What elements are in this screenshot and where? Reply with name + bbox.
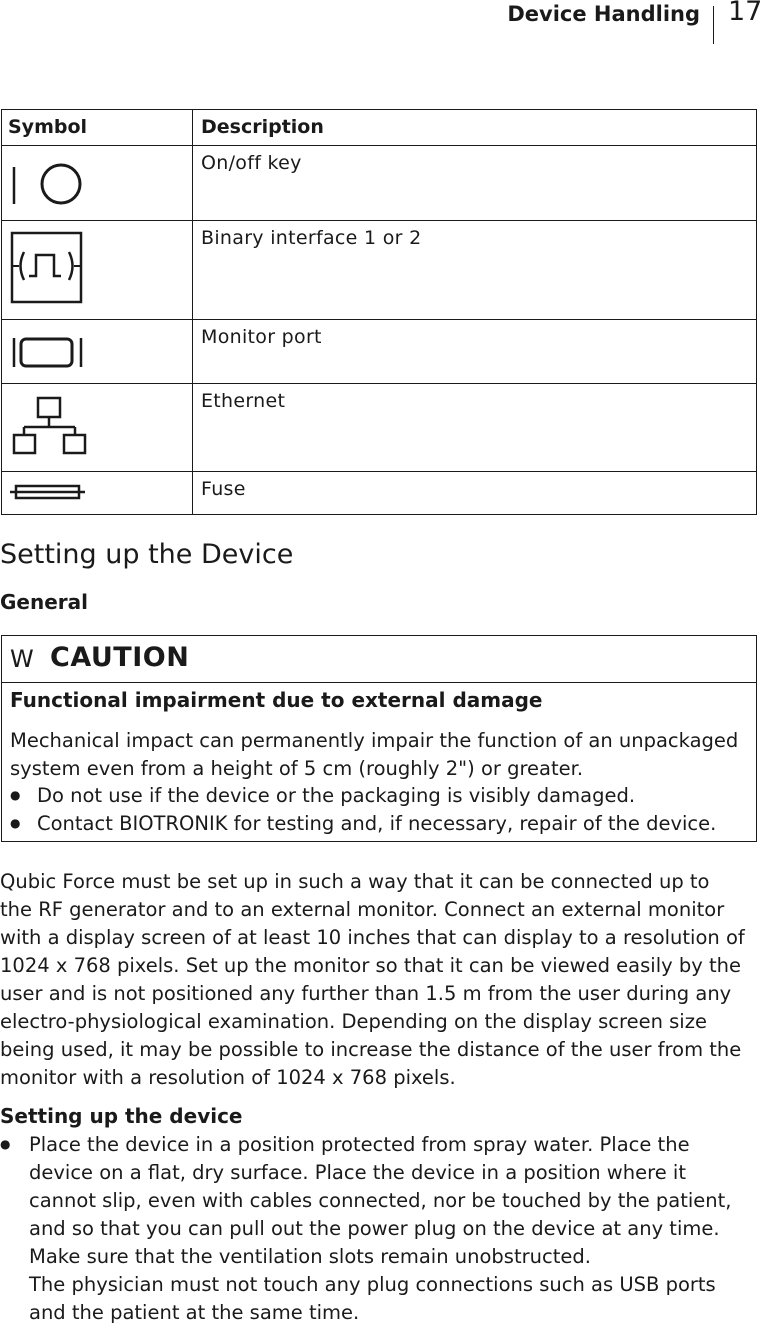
ethernet-icon — [2, 384, 92, 470]
list-item: ● Do not use if the device or the packaging is visibly damaged. — [10, 782, 716, 810]
column-header-symbol: Symbol — [2, 110, 193, 146]
caution-header — [2, 636, 756, 683]
column-header-description: Description — [193, 110, 757, 146]
step-text: Place the device in a position protected from spray water. Place the device on a flat, dry surface. Place the device in a position where it cannot slip, even with cables connected, nor be touched by the patient, and so that you can pull out the power plug on the device at any time. Make sure that the ventilation slots remain unobstructed. — [29, 1133, 732, 1268]
symbol-cell — [2, 384, 193, 472]
symbol-cell — [2, 221, 193, 320]
caution-title: Functional impairment due to external damage — [10, 688, 543, 712]
table-row — [2, 320, 757, 384]
table-row — [2, 146, 757, 221]
symbol-cell — [2, 472, 193, 515]
page-header — [0, 0, 762, 46]
section-title: Setting up the Device — [0, 539, 294, 570]
description-cell: Monitor port — [193, 320, 757, 384]
page-number: 17 — [728, 0, 762, 27]
caution-box — [1, 635, 757, 842]
symbol-cell — [2, 320, 193, 384]
warning-icon: W — [10, 645, 34, 673]
symbols-table — [1, 109, 757, 515]
description-cell: Fuse — [193, 472, 757, 515]
on-off-icon — [2, 146, 92, 216]
table-row — [2, 472, 757, 515]
list-item: ● Contact BIOTRONIK for testing and, if necessary, repair of the device. — [10, 810, 716, 838]
setup-steps-list — [0, 1131, 745, 1327]
step-note: The physician must not touch any plug connections such as USB ports and the patient at the same time. — [29, 1273, 716, 1324]
subsection-general: General — [0, 590, 88, 614]
table-row — [2, 221, 757, 320]
table-header-row — [2, 110, 757, 146]
header-divider — [713, 6, 714, 44]
caution-bullet-list — [10, 782, 716, 838]
binary-interface-icon — [2, 221, 92, 317]
setup-heading: Setting up the device — [0, 1104, 243, 1128]
caution-text: Mechanical impact can permanently impair the function of an unpackaged system even from a height of 5 cm (roughly 2") or greater. — [10, 729, 739, 780]
description-cell: On/off key — [193, 146, 757, 221]
running-section-title: Device Handling — [507, 2, 700, 26]
symbol-cell — [2, 146, 193, 221]
description-cell: Binary interface 1 or 2 — [193, 221, 757, 320]
monitor-port-icon — [2, 320, 92, 380]
fuse-icon — [2, 472, 92, 512]
caution-label: CAUTION — [50, 642, 190, 673]
table-row — [2, 384, 757, 472]
list-item — [0, 1131, 745, 1327]
description-cell: Ethernet — [193, 384, 757, 472]
body-paragraph: Qubic Force must be set up in such a way that it can be connected up to the RF generator and to an external monitor. Connect an external monitor with a display screen of at least 10 inches that can display to a resolution of 1024 x 768 pixels. Set up the monitor so that it can be viewed easily by the user and is not positioned any further than 1.5 m from the user during any electro-physiological examination. Depending on the display screen size being used, it may be possible to increase the distance of the user from the monitor with a resolution of 1024 x 768 pixels. — [0, 870, 745, 1089]
